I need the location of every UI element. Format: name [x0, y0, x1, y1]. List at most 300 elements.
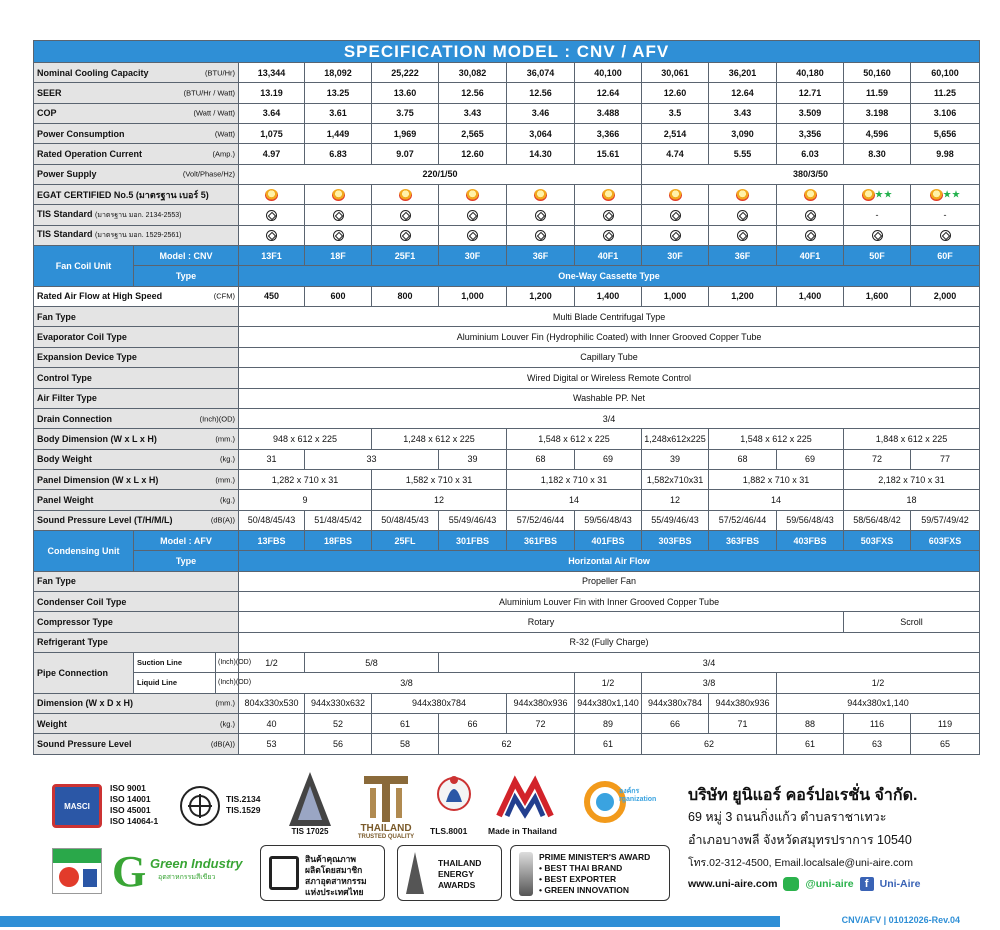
egat-icon-cell	[777, 185, 844, 205]
value-cell: 60,100	[911, 63, 980, 83]
egat-icon-cell	[439, 185, 507, 205]
tis-icon-cell	[911, 225, 980, 245]
value-cell: 66	[642, 714, 709, 734]
value-cell: 59/56/48/43	[575, 510, 642, 530]
value-cell: 3.488	[575, 103, 642, 123]
made-in-thailand-logo-icon	[495, 776, 555, 820]
value-cell: 3.106	[911, 103, 980, 123]
row-label-cell	[34, 714, 239, 734]
value-cell: 1,969	[372, 124, 439, 144]
value-cell: Capillary Tube	[239, 347, 980, 367]
value-cell: 88	[777, 714, 844, 734]
tis-icon-cell	[439, 205, 507, 225]
prime-minister-award: PRIME MINISTER'S AWARD • BEST THAI BRAND • BEST EXPORTER • GREEN INNOVATION	[510, 845, 670, 901]
fti-quality-award: สินค้าคุณภาพ ผลิตโดยสมาชิก สภาอุตสาหกรรม แห่งประเทศไทย	[260, 845, 385, 901]
value-cell: 71	[709, 714, 777, 734]
tis-mark-icon	[467, 210, 478, 221]
value-cell: 3,366	[575, 124, 642, 144]
value-cell: 72	[844, 449, 911, 469]
tis-mark-icon	[266, 230, 277, 241]
value-cell: 4,596	[844, 124, 911, 144]
trophy-icon	[406, 852, 424, 894]
model-cell: 25FL	[372, 530, 439, 550]
egat-label-5-icon	[930, 189, 943, 201]
row-label: SEER	[37, 88, 62, 99]
tis-mark-icon	[400, 210, 411, 221]
value-cell: 39	[642, 449, 709, 469]
spec-row	[34, 103, 980, 123]
value-cell: 1,282 x 710 x 31	[239, 469, 372, 489]
tis17025-label: TIS 17025	[291, 827, 329, 836]
value-cell: Aluminium Louver Fin with Inner Grooved Copper Tube	[239, 591, 980, 611]
value-cell: 4.97	[239, 144, 305, 164]
unit-group-label: Condensing Unit	[34, 530, 134, 571]
value-cell: 58/56/48/42	[844, 510, 911, 530]
value-cell: 1,000	[642, 286, 709, 306]
value-cell: 31	[239, 449, 305, 469]
company-contact: โทร.02-312-4500, Email.localsale@uni-aire.com	[688, 857, 913, 869]
tis-mark-icon	[603, 210, 614, 221]
row-label: Control Type	[37, 372, 92, 383]
airflow-row	[34, 286, 980, 306]
row-label: Sound Pressure Level	[37, 739, 132, 750]
tis-icon-cell	[507, 225, 575, 245]
value-cell: 3/4	[239, 408, 980, 428]
spec-row	[34, 63, 980, 83]
value-cell: 1,248 x 612 x 225	[372, 429, 507, 449]
row-label-cell	[34, 327, 239, 347]
row-label-cell	[34, 83, 239, 103]
value-cell: 12	[642, 490, 709, 510]
row-unit: (BTU/Hr)	[205, 68, 235, 78]
egat-icon-cell	[239, 185, 305, 205]
value-cell: 40,180	[777, 63, 844, 83]
value-cell: 13.19	[239, 83, 305, 103]
tis-row	[34, 205, 980, 225]
value-cell: 1,548 x 612 x 225	[709, 429, 844, 449]
value-cell: 4.74	[642, 144, 709, 164]
value-cell: 18	[844, 490, 980, 510]
row-label: TIS Standard	[37, 209, 93, 220]
tis-mark-icon	[535, 210, 546, 221]
model-cell: 13FBS	[239, 530, 305, 550]
trophy-icon	[519, 852, 533, 896]
row-label-cell	[34, 225, 239, 245]
value-cell: 3.509	[777, 103, 844, 123]
value-cell: 50,160	[844, 63, 911, 83]
value-cell: 3,090	[709, 124, 777, 144]
value-cell: 12.71	[777, 83, 844, 103]
egat-label-5-icon	[602, 189, 615, 201]
row-label: Refrigerant Type	[37, 637, 108, 648]
masci-logo: MASCI	[52, 784, 102, 828]
value-cell: 116	[844, 714, 911, 734]
value-cell: 380/3/50	[642, 164, 980, 184]
value-cell: 119	[911, 714, 980, 734]
value-cell: 1,200	[709, 286, 777, 306]
tis-mark-icon	[872, 230, 883, 241]
c_fan-row	[34, 571, 980, 591]
value-cell: Propeller Fan	[239, 571, 980, 591]
tis-icon-cell	[575, 205, 642, 225]
tis-icon-cell	[239, 225, 305, 245]
type-label: Type	[134, 266, 239, 286]
row-unit: (Amp.)	[212, 149, 235, 159]
row-label: Rated Operation Current	[37, 149, 143, 160]
value-cell: 52	[305, 714, 372, 734]
value-cell: Wired Digital or Wireless Remote Control	[239, 368, 980, 388]
filter-row	[34, 388, 980, 408]
value-cell: 9.98	[911, 144, 980, 164]
star-icon: ★★	[942, 189, 961, 201]
value-cell: -	[844, 205, 911, 225]
egat-label-5-icon	[736, 189, 749, 201]
value-cell: 944x380x936	[709, 693, 777, 713]
facebook-icon: f	[860, 877, 874, 891]
c_dim-row	[34, 693, 980, 713]
line-link[interactable]: @uni-aire	[805, 878, 854, 890]
value-cell: 3,064	[507, 124, 575, 144]
power-supply-row	[34, 164, 980, 184]
value-cell: 59/56/48/43	[777, 510, 844, 530]
tis-icon-cell	[507, 205, 575, 225]
row-sublabel: (มาตรฐาน มอก. 2134-2553)	[95, 212, 182, 220]
row-label-cell	[34, 124, 239, 144]
footer-bar	[0, 913, 1000, 930]
row-label: Weight	[37, 718, 67, 729]
green-industry-g-icon: G	[112, 847, 147, 896]
unit-model-row	[34, 246, 980, 266]
model-cell: 361FBS	[507, 530, 575, 550]
row-label-cell	[34, 144, 239, 164]
tis-list: TIS.2134 TIS.1529	[226, 794, 261, 815]
egat-icon-cell	[911, 185, 980, 205]
value-cell: 1,582x710x31	[642, 469, 709, 489]
value-cell: 1/2	[777, 673, 980, 693]
egat-label-5-icon	[669, 189, 682, 201]
row-label-cell	[34, 408, 239, 428]
value-cell: 56	[305, 734, 372, 754]
c-weight-row	[34, 714, 980, 734]
spec-row	[34, 124, 980, 144]
value-cell: 33	[305, 449, 439, 469]
made-in-thailand-label: Made in Thailand	[488, 826, 557, 836]
row-unit: (Watt / Watt)	[193, 108, 235, 118]
body_wt-row	[34, 449, 980, 469]
value-cell: 61	[777, 734, 844, 754]
row-unit: (mm.)	[215, 475, 235, 485]
value-cell: 63	[844, 734, 911, 754]
egat-icon-cell	[372, 185, 439, 205]
value-cell: 13,344	[239, 63, 305, 83]
row-unit: (kg.)	[220, 454, 235, 464]
value-cell: 5/8	[305, 652, 439, 672]
value-cell: 13.60	[372, 83, 439, 103]
pipe-sub-label: Suction Line	[134, 652, 216, 672]
type-value: Horizontal Air Flow	[239, 551, 980, 571]
value-cell: 2,000	[911, 286, 980, 306]
tis-mark-icon	[467, 230, 478, 241]
row-label: Fan Type	[37, 311, 76, 322]
facebook-link[interactable]: Uni-Aire	[879, 878, 921, 890]
model-cell: 36F	[507, 246, 575, 266]
value-cell: 72	[507, 714, 575, 734]
egat-icon-cell	[305, 185, 372, 205]
row-label: Power Supply	[37, 169, 97, 180]
evap-row	[34, 327, 980, 347]
row-label-cell	[34, 734, 239, 754]
unit-model-row	[34, 530, 980, 550]
model-cell: 30F	[439, 246, 507, 266]
value-cell: 1/2	[239, 652, 305, 672]
value-cell: 1,000	[439, 286, 507, 306]
pipe-suction-row	[34, 652, 980, 672]
row-label-cell	[34, 693, 239, 713]
model-cell: 401FBS	[575, 530, 642, 550]
tis-row	[34, 225, 980, 245]
company-web-row	[688, 877, 920, 891]
tls-label: TLS.8001	[430, 826, 468, 836]
tis-icon-cell	[372, 225, 439, 245]
value-cell: 1,200	[507, 286, 575, 306]
value-cell: 1,182 x 710 x 31	[507, 469, 642, 489]
value-cell: 1,548 x 612 x 225	[507, 429, 642, 449]
row-unit: (BTU/Hr / Watt)	[183, 88, 235, 98]
fti-triangle-icon	[269, 856, 299, 890]
tis-icon-cell	[709, 205, 777, 225]
organization-logo-icon: องค์กร rganization	[585, 778, 655, 826]
value-cell: 59/57/49/42	[911, 510, 980, 530]
value-cell: 61	[372, 714, 439, 734]
value-cell: 1/2	[575, 673, 642, 693]
tis-icon-cell	[439, 225, 507, 245]
value-cell: 30,082	[439, 63, 507, 83]
row-label-cell	[34, 612, 239, 632]
control-row	[34, 368, 980, 388]
unit-type-row	[34, 266, 980, 286]
value-cell: 1,882 x 710 x 31	[709, 469, 844, 489]
value-cell: 14.30	[507, 144, 575, 164]
row-label: Condenser Coil Type	[37, 596, 127, 607]
c_coil-row	[34, 591, 980, 611]
row-label-cell	[34, 571, 239, 591]
row-label-cell	[34, 164, 239, 184]
row-unit: (dB(A))	[210, 739, 235, 749]
value-cell: 14	[507, 490, 642, 510]
tis-icon-cell	[777, 205, 844, 225]
tis-icon-cell	[642, 205, 709, 225]
tis-icon-cell	[305, 205, 372, 225]
row-unit: (kg.)	[220, 719, 235, 729]
footer-bar-stripe	[0, 916, 780, 927]
value-cell: 68	[709, 449, 777, 469]
value-cell: 30,061	[642, 63, 709, 83]
row-label-cell	[34, 449, 239, 469]
company-name: บริษัท ยูนิแอร์ คอร์ปอเรชั่น จำกัด.	[688, 787, 918, 804]
row-label: Panel Weight	[37, 494, 94, 505]
value-cell: 53	[239, 734, 305, 754]
value-cell: 66	[439, 714, 507, 734]
value-cell: 36,074	[507, 63, 575, 83]
row-unit: (mm.)	[215, 698, 235, 708]
refrigerant-row	[34, 632, 980, 652]
value-cell: 25,222	[372, 63, 439, 83]
row-unit: (Inch)(OD)	[199, 414, 235, 424]
type-value: One-Way Cassette Type	[239, 266, 980, 286]
value-cell: 3.5	[642, 103, 709, 123]
value-cell: 944x380x784	[642, 693, 709, 713]
value-cell: 6.03	[777, 144, 844, 164]
model-cell: 60F	[911, 246, 980, 266]
row-label: EGAT CERTIFIED No.5 (มาตรฐาน เบอร์ 5)	[37, 189, 209, 200]
value-cell: 804x330x530	[239, 693, 305, 713]
title-row	[34, 41, 980, 63]
egat-icon-cell	[507, 185, 575, 205]
tis-mark-icon	[603, 230, 614, 241]
pipe-sub-unit: (Inch)(OD)	[216, 673, 239, 693]
body_dim-row	[34, 429, 980, 449]
row-label-cell	[34, 429, 239, 449]
egat-row	[34, 185, 980, 205]
value-cell: 944x380x1,140	[777, 693, 980, 713]
company-address-line2: อำเภอบางพลี จังหวัดสมุทรปราการ 10540	[688, 833, 912, 847]
panel_dim-row	[34, 469, 980, 489]
value-cell: 62	[642, 734, 777, 754]
value-cell: 12	[372, 490, 507, 510]
value-cell: 9.07	[372, 144, 439, 164]
value-cell: 944x380x784	[372, 693, 507, 713]
value-cell: 2,514	[642, 124, 709, 144]
row-label: Fan Type	[37, 576, 76, 587]
row-unit: (Watt)	[214, 129, 235, 139]
row-label-cell	[34, 347, 239, 367]
model-cell: 36F	[709, 246, 777, 266]
value-cell: 1,400	[575, 286, 642, 306]
model-cell: 13F1	[239, 246, 305, 266]
tis-logo-icon	[180, 786, 220, 826]
tis-mark-icon	[670, 230, 681, 241]
tis-icon-cell	[709, 225, 777, 245]
value-cell: 8.30	[844, 144, 911, 164]
tis-mark-icon	[535, 230, 546, 241]
row-label: Rated Air Flow at High Speed	[37, 291, 163, 302]
value-cell: Multi Blade Centrifugal Type	[239, 307, 980, 327]
value-cell: 220/1/50	[239, 164, 642, 184]
value-cell: 65	[911, 734, 980, 754]
row-label-cell	[34, 510, 239, 530]
model-cell: 18FBS	[305, 530, 372, 550]
value-cell: 40,100	[575, 63, 642, 83]
row-label-cell	[34, 591, 239, 611]
value-cell: 1,449	[305, 124, 372, 144]
c_sound-row	[34, 734, 980, 754]
value-cell: 39	[439, 449, 507, 469]
value-cell: 68	[507, 449, 575, 469]
model-cell: 40F1	[575, 246, 642, 266]
egat-icon-cell	[709, 185, 777, 205]
value-cell: 1,075	[239, 124, 305, 144]
row-label-cell	[34, 103, 239, 123]
iso-item: ISO 9001	[110, 783, 146, 793]
line-icon	[783, 877, 799, 891]
value-cell: 58	[372, 734, 439, 754]
value-cell: 3.43	[709, 103, 777, 123]
value-cell: 5,656	[911, 124, 980, 144]
row-label-cell	[34, 307, 239, 327]
model-cell: 503FXS	[844, 530, 911, 550]
value-cell: 14	[709, 490, 844, 510]
row-label: COP	[37, 108, 57, 119]
pipe-liquid-row	[34, 673, 980, 693]
row-label: Expansion Device Type	[37, 352, 137, 363]
spec-table	[33, 40, 980, 755]
tis-icon-cell	[372, 205, 439, 225]
model-cell: 30F	[642, 246, 709, 266]
tis-mark-icon	[737, 210, 748, 221]
value-cell: 55/49/46/43	[642, 510, 709, 530]
value-cell: 36,201	[709, 63, 777, 83]
thailand-energy-award: THAILAND ENERGY AWARDS	[397, 845, 502, 901]
row-label: Body Weight	[37, 454, 92, 465]
value-cell: Washable PP. Net	[239, 388, 980, 408]
row-label: Dimension (W x D x H)	[37, 698, 134, 709]
website-link[interactable]: www.uni-aire.com	[688, 878, 778, 890]
row-unit: (Volt/Phase/Hz)	[182, 169, 235, 179]
energy-label-5-icon	[52, 848, 102, 894]
document-code: CNV/AFV | 01012026-Rev.04	[841, 915, 960, 925]
value-cell: 12.56	[507, 83, 575, 103]
tis-icon-cell	[777, 225, 844, 245]
tis-mark-icon	[333, 230, 344, 241]
sound-fc-row	[34, 510, 980, 530]
value-cell: R-32 (Fully Charge)	[239, 632, 980, 652]
tis-mark-icon	[670, 210, 681, 221]
value-cell: 800	[372, 286, 439, 306]
egat-label-5-icon	[265, 189, 278, 201]
row-label-cell: Pipe Connection	[34, 652, 134, 693]
value-cell: 3,356	[777, 124, 844, 144]
egat-label-5-icon	[534, 189, 547, 201]
row-label-cell	[34, 368, 239, 388]
value-cell: 12.64	[709, 83, 777, 103]
pipe-sub-label: Liquid Line	[134, 673, 216, 693]
row-sublabel: (มาตรฐาน มอก. 1529-2561)	[95, 232, 182, 240]
row-label: Power Consumption	[37, 128, 125, 139]
model-cell: 301FBS	[439, 530, 507, 550]
compressor-row	[34, 612, 980, 632]
iso-item: ISO 14001	[110, 794, 151, 804]
value-cell: 13.25	[305, 83, 372, 103]
value-cell: 40	[239, 714, 305, 734]
value-cell: 57/52/46/44	[507, 510, 575, 530]
model-cell: 603FXS	[911, 530, 980, 550]
value-cell: 11.25	[911, 83, 980, 103]
tis17025-logo-icon	[285, 770, 335, 828]
company-address-line1: 69 หมู่ 3 ถนนกิ่งแก้ว ตำบลราชาเทวะ	[688, 810, 887, 824]
drain-row	[34, 408, 980, 428]
value-cell: Aluminium Louver Fin (Hydrophilic Coated) with Inner Grooved Copper Tube	[239, 327, 980, 347]
value-cell: 3.198	[844, 103, 911, 123]
row-label-cell	[34, 490, 239, 510]
unit-group-label: Fan Coil Unit	[34, 246, 134, 287]
value-cell: 3/4	[439, 652, 980, 672]
value-cell: 55/49/46/43	[439, 510, 507, 530]
value-cell: 57/52/46/44	[709, 510, 777, 530]
row-label: Drain Connection	[37, 413, 113, 424]
star-icon: ★★	[874, 189, 893, 201]
thailand-trust-logo-icon	[356, 774, 416, 830]
fan_type-row	[34, 307, 980, 327]
